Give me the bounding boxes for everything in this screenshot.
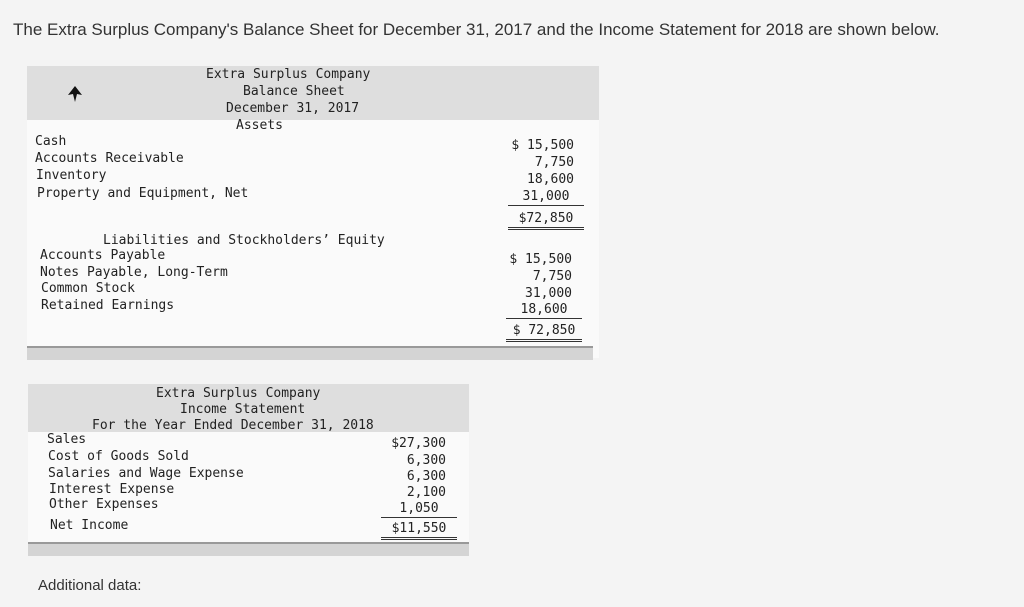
income-value-sales: $27,300 — [391, 436, 446, 451]
liability-label-retained-earnings: Retained Earnings — [41, 298, 175, 313]
asset-value-inventory: 18,600 — [527, 172, 574, 187]
net-income-label: Net Income — [50, 518, 129, 533]
additional-data-label: Additional data: — [38, 577, 142, 594]
income-label-other-expenses: Other Expenses — [49, 497, 159, 512]
mouse-pointer-icon — [68, 86, 82, 102]
liability-value-common-stock: 31,000 — [525, 286, 572, 301]
income-value-salaries: 6,300 — [406, 469, 446, 484]
income-label-cogs: Cost of Goods Sold — [48, 449, 189, 464]
liabilities-total: $ 72,850 — [506, 323, 582, 342]
asset-value-cash: $ 15,500 — [511, 138, 574, 153]
liability-value-notes-payable: 7,750 — [532, 269, 572, 284]
income-label-interest: Interest Expense — [49, 482, 175, 497]
balance-sheet-date: December 31, 2017 — [226, 101, 360, 116]
asset-value-accounts-receivable: 7,750 — [534, 155, 574, 170]
income-value-cogs: 6,300 — [406, 453, 446, 468]
liabilities-heading: Liabilities and Stockholders’ Equity — [103, 233, 385, 248]
income-statement-period: For the Year Ended December 31, 2018 — [92, 418, 374, 433]
income-label-sales: Sales — [47, 432, 87, 447]
balance-sheet-footer-bar — [27, 346, 593, 360]
liability-value-retained-earnings: 18,600 — [506, 302, 582, 319]
balance-sheet-company: Extra Surplus Company — [206, 67, 371, 82]
balance-sheet-footer-edge — [27, 346, 593, 348]
liability-label-accounts-payable: Accounts Payable — [40, 248, 166, 263]
asset-label-accounts-receivable: Accounts Receivable — [35, 151, 184, 166]
net-income-value: $11,550 — [381, 521, 457, 540]
asset-label-inventory: Inventory — [36, 168, 107, 183]
income-statement-footer-bar — [28, 542, 469, 556]
income-statement-company: Extra Surplus Company — [156, 386, 321, 401]
intro-text: The Extra Surplus Company's Balance Sheet for December 31, 2017 and the Income Statement for 2018 are shown below. — [13, 20, 940, 39]
assets-total: $72,850 — [508, 211, 584, 230]
liability-label-notes-payable: Notes Payable, Long-Term — [40, 265, 228, 280]
liability-label-common-stock: Common Stock — [41, 281, 135, 296]
asset-value-property: 31,000 — [508, 189, 584, 206]
assets-heading: Assets — [236, 118, 283, 133]
income-label-salaries: Salaries and Wage Expense — [48, 466, 244, 481]
income-value-other-expenses: 1,050 — [381, 501, 457, 518]
balance-sheet-title: Balance Sheet — [243, 84, 345, 99]
income-statement-title: Income Statement — [180, 402, 306, 417]
income-value-interest: 2,100 — [406, 485, 446, 500]
asset-label-property: Property and Equipment, Net — [37, 186, 249, 201]
asset-label-cash: Cash — [35, 134, 67, 149]
income-statement-footer-edge — [28, 542, 469, 544]
liability-value-accounts-payable: $ 15,500 — [509, 252, 572, 267]
